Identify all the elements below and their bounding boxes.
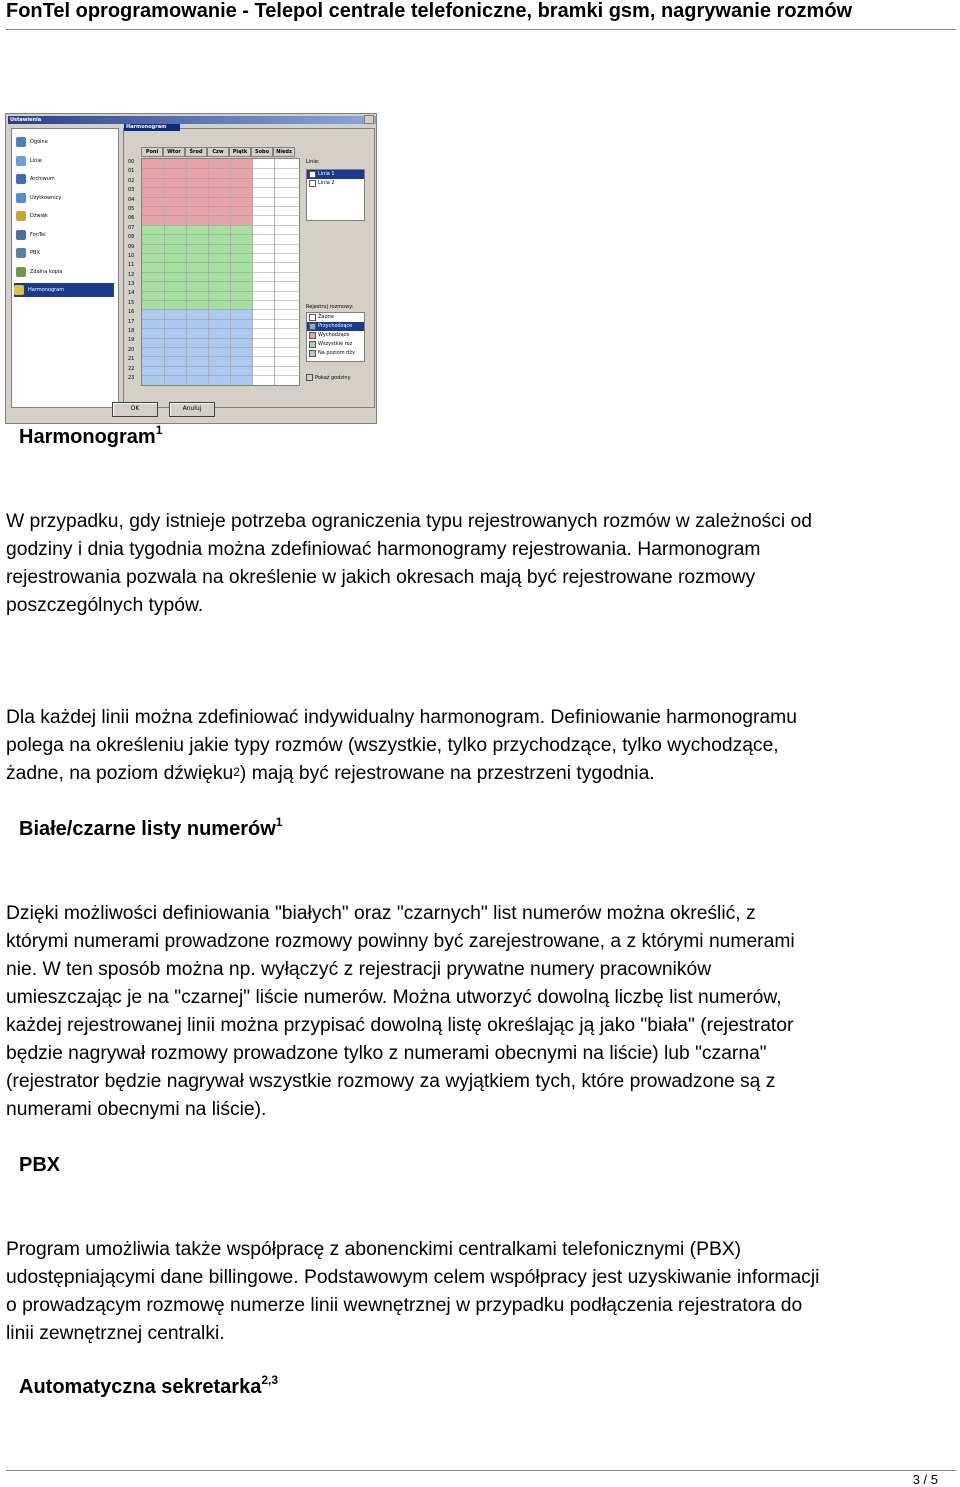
page-header-title: FonTel oprogramowanie - Telepol centrale telefoniczne, bramki gsm, nagrywanie rozmów <box>6 0 853 22</box>
hour-label: 23 <box>128 374 135 381</box>
registration-option-label: Przychodzące <box>318 323 353 329</box>
tree-item <box>16 228 46 242</box>
day-column-header: Czw <box>207 147 229 157</box>
text-fragment: żadne, na poziom dźwięku <box>6 763 234 784</box>
tree-item-label: Użytkownicy <box>30 194 62 201</box>
hour-label: 11 <box>128 262 135 269</box>
tree-item <box>16 246 40 260</box>
hour-label: 17 <box>128 318 135 325</box>
grid-line <box>142 253 299 254</box>
text-line: którymi numerami prowadzone rozmowy powinny być zarejestrowane, a z którymi numerami <box>6 931 795 952</box>
grid-line <box>142 178 299 179</box>
line-label: Linia 2 <box>318 180 335 186</box>
day-column-header: Niedz <box>273 147 295 157</box>
grid-line <box>142 375 299 376</box>
grid-line <box>142 272 299 273</box>
window-title: Ustawienia <box>8 116 376 124</box>
hour-label: 12 <box>128 271 135 278</box>
hour-label: 16 <box>128 309 135 316</box>
hour-label: 22 <box>128 365 135 372</box>
hour-label: 06 <box>128 215 135 222</box>
text-line: linii zewnętrznej centralki. <box>6 1323 225 1344</box>
registration-option <box>307 331 364 340</box>
heading-text: PBX <box>19 1154 61 1176</box>
phone-line-icon <box>16 156 26 166</box>
settings-icon <box>16 137 26 147</box>
color-swatch-icon <box>309 341 316 348</box>
grid-line <box>142 309 299 310</box>
hour-label: 08 <box>128 234 135 241</box>
users-icon <box>16 193 26 203</box>
grid-line <box>142 300 299 301</box>
text-line: Dzięki możliwości definiowania "białych" oraz "czarnych" list numerów można określić, z <box>6 903 756 924</box>
tree-item <box>16 172 55 186</box>
registration-option-label: Żadne <box>318 314 334 320</box>
registration-option <box>307 322 364 331</box>
text-line-with-ref <box>6 760 956 788</box>
show-hours-checkbox <box>306 374 351 381</box>
ok-button: OK <box>112 402 158 417</box>
day-column-header: Piątk <box>229 147 251 157</box>
settings-window-screenshot <box>5 113 377 424</box>
hour-label: 19 <box>128 337 135 344</box>
hour-label: 07 <box>128 224 135 231</box>
text-line: W przypadku, gdy istnieje potrzeba ograniczenia typu rejestrowanych rozmów w zależności od <box>6 511 812 532</box>
tree-item-label: FonTel <box>30 231 46 238</box>
checkbox-icon <box>309 171 316 178</box>
close-icon <box>364 115 374 124</box>
heading-text: Automatyczna sekretarka <box>19 1376 262 1398</box>
registration-option-label: Wychodzące <box>318 332 350 338</box>
footnote-ref: 1 <box>155 423 163 437</box>
day-header <box>141 147 295 157</box>
schedule-band <box>142 225 252 310</box>
tab-harmonogram: Harmonogram <box>124 124 180 131</box>
registration-option-label: Na poziom dźv <box>318 350 355 356</box>
day-column-header: Sobo <box>251 147 273 157</box>
footnote-ref: 2 <box>233 765 240 779</box>
registration-option-label: Wszystkie roz <box>318 341 353 347</box>
grid-line <box>142 234 299 235</box>
hour-label: 20 <box>128 346 135 353</box>
heading-text: Harmonogram <box>19 426 156 448</box>
tree-item <box>16 191 61 205</box>
text-line: nie. W ten sposób można np. wyłączyć z rejestracji prywatne numery pracowników <box>6 959 712 980</box>
hour-label: 00 <box>128 159 135 165</box>
section-heading-pbx <box>19 1154 60 1177</box>
show-hours-label: Pokaż godziny <box>315 374 351 381</box>
hour-label: 02 <box>128 177 135 184</box>
page-number: 3 / 5 <box>912 1472 938 1487</box>
footer-divider <box>6 1470 956 1471</box>
header-divider <box>6 29 956 30</box>
day-column-header: Poni <box>141 147 163 157</box>
text-line: będzie nagrywał rozmowy prowadzone tylko z numerami obecnymi na liście) lub "czarna" <box>6 1043 767 1064</box>
paragraph <box>6 704 956 788</box>
heading-text: Białe/czarne listy numerów <box>19 818 276 840</box>
registration-options <box>306 312 365 362</box>
tree-item-label: Ogólne <box>30 139 48 145</box>
text-line: umieszczając je na "czarnej" liście numerów. Można utworzyć dowolną liczbę list numerów, <box>6 987 782 1008</box>
sound-icon <box>16 211 26 221</box>
pbx-icon <box>16 248 26 258</box>
day-column-header: Wtor <box>163 147 185 157</box>
day-column-header: Środ <box>185 147 207 157</box>
text-line: (rejestrator będzie nagrywał wszystkie rozmowy za wyjątkiem tych, które prowadzone są z <box>6 1071 776 1092</box>
hour-label: 14 <box>128 290 135 297</box>
grid-line <box>142 338 299 339</box>
hour-label: 13 <box>128 281 135 288</box>
tree-item <box>16 265 62 279</box>
text-line: rejestrowania pozwala na określenie w jakich okresach mają być rejestrowane rozmowy <box>6 567 756 588</box>
grid-line <box>142 319 299 320</box>
grid-line <box>142 225 299 226</box>
section-heading-harmonogram <box>19 423 163 449</box>
grid-line <box>142 356 299 357</box>
line-item <box>307 179 364 188</box>
grid-line <box>142 291 299 292</box>
settings-tree <box>11 128 119 408</box>
hour-label: 01 <box>128 168 135 175</box>
footnote-ref: 2,3 <box>261 1373 279 1387</box>
tree-item <box>16 135 48 149</box>
hour-label: 21 <box>128 356 135 363</box>
paragraph <box>6 900 956 1124</box>
tree-item-label: PBX <box>30 250 40 256</box>
tree-item <box>14 283 114 297</box>
reg-label: Rejestruj rozmowy: <box>306 304 354 310</box>
hour-label: 09 <box>128 243 135 250</box>
grid-line <box>142 281 299 282</box>
checkbox-icon <box>306 374 313 381</box>
fontel-icon <box>16 230 26 240</box>
tree-item-label: Linie <box>30 157 42 164</box>
text-line: poszczególnych typów. <box>6 595 204 616</box>
color-swatch-icon <box>309 332 316 339</box>
text-fragment: ) mają być rejestrowane na przestrzeni tygodnia. <box>239 763 655 784</box>
grid-line <box>142 168 299 169</box>
checkbox-icon <box>309 180 316 187</box>
color-swatch-icon <box>309 314 316 321</box>
grid-line <box>142 347 299 348</box>
color-swatch-icon <box>309 323 316 330</box>
section-heading-secretary <box>19 1373 279 1399</box>
remote-copy-icon <box>16 267 26 277</box>
paragraph <box>6 1236 956 1348</box>
grid-line <box>142 244 299 245</box>
text-line: udostępniającymi dane billingowe. Podstawowym celem współpracy jest uzyskiwanie informacji <box>6 1267 820 1288</box>
registration-option <box>307 340 364 349</box>
text-line: godziny i dnia tygodnia można zdefiniować harmonogramy rejestrowania. Harmonogram <box>6 539 761 560</box>
line-label: Linia 1 <box>318 171 335 177</box>
hour-label: 05 <box>128 205 135 212</box>
grid-line <box>142 206 299 207</box>
tree-item-label: Harmonogram <box>28 287 65 293</box>
tree-item <box>16 154 42 168</box>
text-line: Program umożliwia także współpracę z abonenckimi centralkami telefonicznymi (PBX) <box>6 1239 742 1260</box>
grid-line <box>142 215 299 216</box>
hour-label: 10 <box>128 252 135 259</box>
grid-line <box>142 262 299 263</box>
hour-label: 15 <box>128 299 135 306</box>
text-line: Dla każdej linii można zdefiniować indywidualny harmonogram. Definiowanie harmonogramu <box>6 707 797 728</box>
grid-line <box>142 328 299 329</box>
schedule-icon <box>14 285 24 295</box>
text-line: każdej rejestrowanej linii można przypisać dowolną listę określając ją jako "biała" (rejestrator <box>6 1015 794 1036</box>
grid-line <box>142 187 299 188</box>
hour-labels <box>128 158 140 383</box>
registration-option <box>307 349 364 358</box>
lines-list <box>306 169 365 221</box>
lines-label: Linie: <box>306 159 320 165</box>
tree-item-label: Dźwięk <box>30 213 48 219</box>
hour-label: 18 <box>128 328 135 335</box>
color-swatch-icon <box>309 350 316 357</box>
grid-line <box>142 366 299 367</box>
archive-icon <box>16 174 26 184</box>
hour-label: 03 <box>128 187 135 194</box>
registration-option <box>307 313 364 322</box>
text-line: polega na określeniu jakie typy rozmów (wszystkie, tylko przychodzące, tylko wychodzące, <box>6 735 779 756</box>
schedule-grid <box>141 158 300 386</box>
tree-item <box>16 209 48 223</box>
text-line: numerami obecnymi na liście). <box>6 1099 267 1120</box>
line-item <box>307 170 364 179</box>
tree-item-label: Archiwum <box>30 176 55 182</box>
hour-label: 04 <box>128 196 135 203</box>
cancel-button: Anuluj <box>169 402 215 417</box>
grid-line <box>142 197 299 198</box>
tree-item-label: Zdalna kopia <box>30 268 63 275</box>
paragraph <box>6 508 956 620</box>
footnote-ref: 1 <box>275 815 283 829</box>
section-heading-lists <box>19 815 283 841</box>
text-line: o prowadzącym rozmowę numerze linii wewnętrznej w przypadku podłączenia rejestratora do <box>6 1295 803 1316</box>
